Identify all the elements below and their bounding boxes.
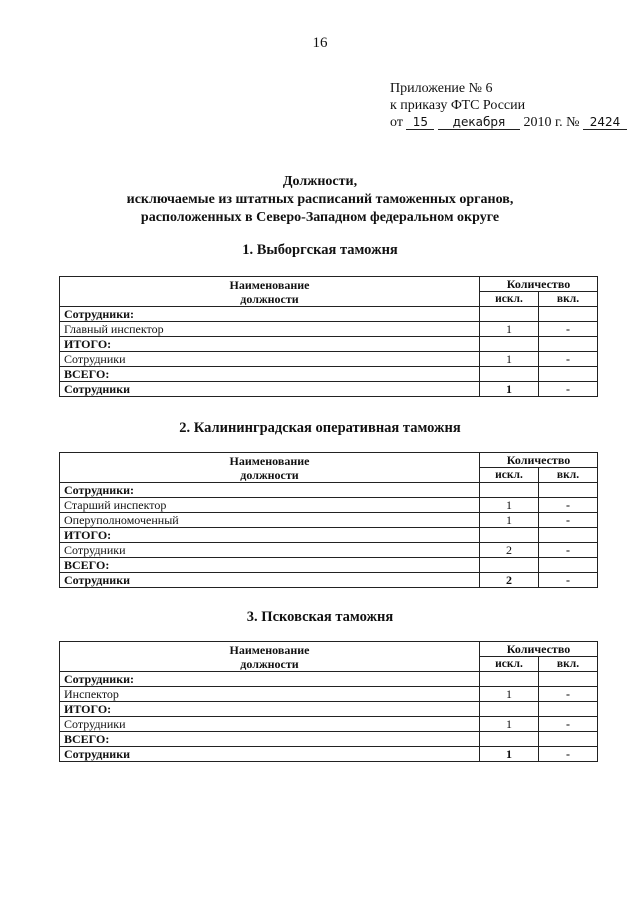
excluded-count-cell: 1 — [480, 498, 539, 513]
staff-table — [59, 276, 598, 397]
excluded-count-cell — [480, 483, 539, 498]
title-line-1: Должности, — [282, 174, 358, 189]
position-name-cell: ВСЕГО: — [60, 367, 480, 382]
included-count-cell: - — [539, 717, 598, 732]
included-count-cell: - — [539, 498, 598, 513]
position-name-cell: Сотрудники: — [60, 672, 480, 687]
position-name-cell: Сотрудники — [60, 717, 480, 732]
number-sign: № — [566, 115, 580, 130]
table-header-row — [60, 453, 598, 468]
column-header-quantity: Количество — [480, 277, 598, 292]
table-row — [60, 717, 598, 732]
table-row — [60, 307, 598, 322]
table-row — [60, 702, 598, 717]
position-name-cell: ВСЕГО: — [60, 732, 480, 747]
included-count-cell — [539, 558, 598, 573]
included-count-cell: - — [539, 352, 598, 367]
included-count-cell — [539, 337, 598, 352]
included-count-cell — [539, 307, 598, 322]
excluded-count-cell: 1 — [480, 513, 539, 528]
table-row — [60, 747, 598, 762]
appendix-block — [390, 80, 627, 131]
position-name-cell: Сотрудники — [60, 573, 480, 588]
table-row — [60, 513, 598, 528]
table-row — [60, 498, 598, 513]
table-row — [60, 322, 598, 337]
table-row — [60, 367, 598, 382]
table-row — [60, 382, 598, 397]
page-number: 16 — [312, 35, 328, 51]
column-header-included: вкл. — [539, 468, 598, 483]
position-name-cell: Оперуполномоченный — [60, 513, 480, 528]
appendix-line-1: Приложение № 6 — [390, 81, 493, 96]
included-count-cell — [539, 528, 598, 543]
excluded-count-cell: 1 — [480, 717, 539, 732]
staff-table — [59, 641, 598, 762]
position-name-cell: ИТОГО: — [60, 337, 480, 352]
excluded-count-cell — [480, 307, 539, 322]
included-count-cell — [539, 483, 598, 498]
column-header-name-line-2: должности — [240, 656, 299, 671]
table-row — [60, 528, 598, 543]
position-name-cell: Сотрудники — [60, 747, 480, 762]
excluded-count-cell — [480, 367, 539, 382]
included-count-cell — [539, 367, 598, 382]
title-line-3: расположенных в Северо-Западном федеральном округе — [140, 210, 500, 225]
position-name-cell: Старший инспектор — [60, 498, 480, 513]
table-header-row — [60, 277, 598, 292]
from-prefix: от — [390, 115, 403, 130]
column-header-name — [60, 453, 480, 483]
position-name-cell: ИТОГО: — [60, 528, 480, 543]
included-count-cell: - — [539, 543, 598, 558]
column-header-excluded: искл. — [480, 657, 539, 672]
section-title: 1. Выборгская таможня — [242, 242, 398, 258]
column-header-included: вкл. — [539, 292, 598, 307]
excluded-count-cell — [480, 672, 539, 687]
included-count-cell: - — [539, 747, 598, 762]
included-count-cell: - — [539, 513, 598, 528]
table-row — [60, 558, 598, 573]
included-count-cell: - — [539, 322, 598, 337]
position-name-cell: Сотрудники — [60, 543, 480, 558]
excluded-count-cell: 2 — [480, 543, 539, 558]
position-name-cell: Инспектор — [60, 687, 480, 702]
column-header-quantity: Количество — [480, 453, 598, 468]
document-title — [0, 173, 640, 227]
table-row — [60, 573, 598, 588]
excluded-count-cell: 2 — [480, 573, 539, 588]
included-count-cell — [539, 702, 598, 717]
appendix-line-2: к приказу ФТС России — [390, 98, 526, 113]
column-header-name — [60, 277, 480, 307]
excluded-count-cell: 1 — [480, 687, 539, 702]
included-count-cell: - — [539, 687, 598, 702]
table-row — [60, 672, 598, 687]
column-header-name — [60, 642, 480, 672]
column-header-excluded: искл. — [480, 292, 539, 307]
position-name-cell: ВСЕГО: — [60, 558, 480, 573]
position-name-cell: ИТОГО: — [60, 702, 480, 717]
position-name-cell: Главный инспектор — [60, 322, 480, 337]
table-row — [60, 543, 598, 558]
section-title: 3. Псковская таможня — [246, 609, 394, 625]
table-header-row — [60, 642, 598, 657]
table-row — [60, 732, 598, 747]
staff-table — [59, 452, 598, 588]
excluded-count-cell: 1 — [480, 382, 539, 397]
column-header-name-line-1: Наименование — [229, 453, 310, 468]
position-name-cell: Сотрудники — [60, 382, 480, 397]
excluded-count-cell: 1 — [480, 322, 539, 337]
appendix-date-line — [390, 114, 627, 131]
included-count-cell — [539, 732, 598, 747]
order-month: декабря — [438, 115, 520, 130]
excluded-count-cell: 1 — [480, 352, 539, 367]
order-year: 2010 г. — [523, 115, 563, 130]
order-day: 15 — [406, 115, 434, 130]
excluded-count-cell — [480, 528, 539, 543]
excluded-count-cell — [480, 702, 539, 717]
column-header-included: вкл. — [539, 657, 598, 672]
column-header-name-line-2: должности — [240, 467, 299, 482]
excluded-count-cell — [480, 558, 539, 573]
column-header-name-line-1: Наименование — [229, 642, 310, 657]
included-count-cell: - — [539, 573, 598, 588]
column-header-excluded: искл. — [480, 468, 539, 483]
title-line-2: исключаемые из штатных расписаний таможенных органов, — [126, 192, 514, 207]
excluded-count-cell: 1 — [480, 747, 539, 762]
position-name-cell: Сотрудники: — [60, 307, 480, 322]
order-number: 2424 — [583, 115, 627, 130]
position-name-cell: Сотрудники — [60, 352, 480, 367]
table-row — [60, 483, 598, 498]
table-row — [60, 687, 598, 702]
included-count-cell — [539, 672, 598, 687]
table-row — [60, 352, 598, 367]
table-row — [60, 337, 598, 352]
included-count-cell: - — [539, 382, 598, 397]
position-name-cell: Сотрудники: — [60, 483, 480, 498]
excluded-count-cell — [480, 732, 539, 747]
column-header-quantity: Количество — [480, 642, 598, 657]
excluded-count-cell — [480, 337, 539, 352]
column-header-name-line-1: Наименование — [229, 277, 310, 292]
column-header-name-line-2: должности — [240, 291, 299, 306]
section-title: 2. Калининградская оперативная таможня — [179, 420, 461, 436]
